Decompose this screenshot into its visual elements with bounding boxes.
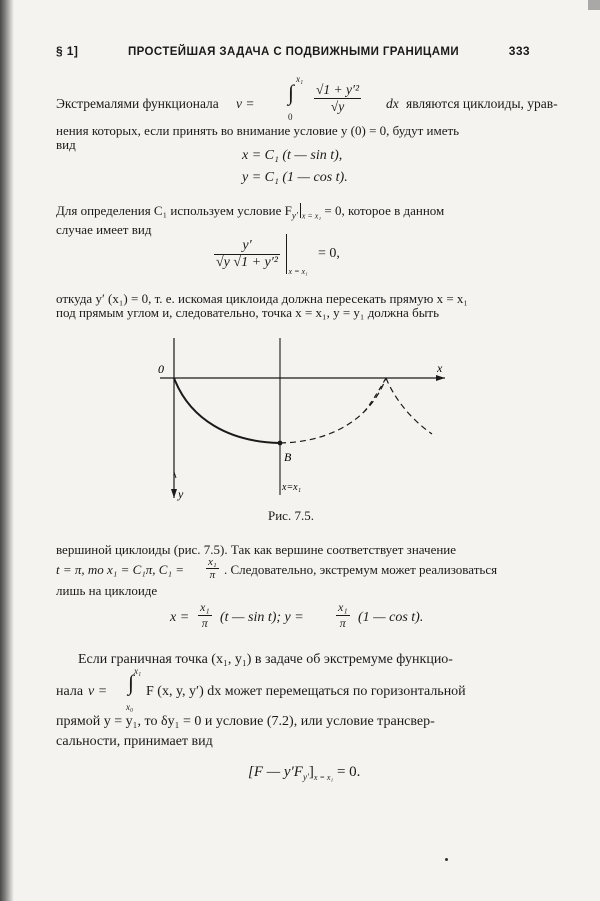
text-fragment: Экстремалями функционала (56, 96, 219, 111)
equation-horizontal-condition: [F — $y'F_{y'}]_{x = x_1} = 0$. (248, 764, 361, 782)
paragraph-line-3: вид (56, 137, 76, 152)
figure-cycloid (150, 330, 450, 505)
functional-v: v = (88, 684, 108, 699)
fraction-denominator: π (339, 616, 346, 630)
integral-upper-limit: x₁ (134, 666, 142, 676)
fraction-denominator: √y √1 + y′² (216, 254, 279, 270)
equation-x-text: x = C₁ (t — sin t), (242, 148, 343, 163)
paragraph-line-7: под прямым углом и, следовательно, точка x = x₁, y = y₁ должна быть (56, 305, 440, 320)
page-edge-shadow (0, 0, 14, 901)
paragraph-line-4 (56, 203, 536, 223)
cycloid-dashed-branch (364, 378, 386, 412)
text-fragment: F (x, y, y′) dx может перемещаться по горизонтальной (146, 684, 466, 699)
evaluation-bar-label: x = x₁ (288, 267, 308, 276)
x-axis-label: x (437, 361, 443, 375)
evaluation-label: x = x₁ (313, 773, 334, 782)
subscript: y′ (302, 772, 309, 782)
evaluation-bar-label: x = x₁ (301, 211, 322, 221)
origin-label: 0 (158, 362, 164, 376)
paragraph-line-14: сальности, принимает вид (56, 734, 213, 749)
header-title: ПРОСТЕЙШАЯ ЗАДАЧА С ПОДВИЖНЫМИ ГРАНИЦАМИ (127, 46, 460, 58)
text-fragment: x = (170, 610, 190, 625)
text-fragment: [F — y′F (248, 764, 303, 780)
text-fragment: нала (56, 684, 84, 699)
equation-fraction (214, 238, 280, 271)
paragraph-line-6: откуда y′ (x₁) = 0, т. е. искомая циклоида должна пересекать прямую x = x₁ (56, 291, 468, 306)
point-b-label: B (284, 450, 292, 464)
equation-rhs: = 0. (336, 764, 361, 780)
equation-rhs: = 0, (318, 246, 340, 262)
fraction-numerator: y′ (214, 238, 280, 255)
evaluation-bar (286, 234, 308, 276)
page-corner-mark (588, 0, 600, 10)
text-fragment: t = π, то x₁ = C₁π, C₁ = (56, 562, 185, 577)
cycloid-second-arch (386, 378, 432, 434)
text-fragment: Для определения C₁ используем условие F (56, 203, 292, 218)
equation-transversality (214, 234, 340, 280)
integral-sign: ∫ (288, 80, 295, 105)
y-axis-arrow (171, 489, 177, 498)
cycloid-dashed-continuation (280, 378, 386, 443)
integrand-denominator: √y (330, 99, 345, 114)
differential-dx: dx (386, 96, 399, 111)
line-x1-label: x=x₁ (282, 482, 302, 493)
fraction-numerator: x₁ (200, 600, 210, 614)
equation-y (242, 170, 348, 186)
fraction-1 (198, 600, 212, 631)
paragraph-line-13: прямой y = y₁, то δy₁ = 0 и условие (7.2), или условие трансвер- (56, 714, 435, 729)
paragraph-line-10: лишь на циклоиде (56, 583, 158, 598)
x-axis-arrow (436, 375, 445, 381)
fraction-numerator: x₁ (208, 556, 217, 568)
paragraph-line-2: нения которых, если принять во внимание условие y (0) = 0, будут иметь (56, 123, 460, 138)
integrand-numerator: √1 + y′² (316, 82, 360, 97)
paragraph-line-9 (56, 556, 536, 586)
fraction-2 (336, 600, 350, 631)
print-speck (445, 858, 448, 861)
fraction-denominator: π (201, 616, 208, 630)
point-b (278, 441, 283, 446)
text-fragment: . Следовательно, экстремум может реализоваться (224, 562, 498, 577)
paragraph-line-12 (56, 666, 536, 712)
section-number: § 1] (56, 44, 79, 58)
page-number: 333 (508, 44, 530, 58)
equation-cycloid-final (170, 600, 440, 634)
integral-sign: ∫ (128, 670, 135, 695)
running-header (56, 44, 530, 58)
paragraph-line-8: вершиной циклоиды (рис. 7.5). Так как вершине соответствует значение (56, 542, 457, 557)
fraction-numerator: x₁ (338, 600, 348, 614)
c1-fraction (206, 556, 219, 581)
equation-y-text: y = C₁ (1 — cos t). (242, 170, 348, 185)
y-axis-label: y (178, 487, 184, 501)
integral-lower-limit: 0 (288, 112, 293, 122)
equation-x (242, 148, 342, 164)
text-fragment: (1 — cos t). (358, 610, 424, 625)
fraction-denominator: π (209, 569, 216, 581)
functional-v: v = (236, 96, 255, 111)
integrand-fraction (314, 82, 361, 115)
paragraph-line-11: Если граничная точка (x₁, y₁) в задаче об экстремуме функцио- (78, 652, 453, 667)
text-fragment: являются циклоиды, урав- (406, 96, 558, 111)
cycloid-extremal-arc (174, 378, 280, 443)
paragraph-line-1 (56, 74, 558, 122)
subscript: y′ (291, 210, 298, 221)
text-fragment: (t — sin t); y = (220, 610, 304, 625)
text-fragment: = 0, которое в данном (324, 203, 445, 218)
figure-caption: Рис. 7.5. (268, 508, 314, 523)
integral-upper-limit: x₁ (296, 74, 304, 84)
paragraph-line-5: случае имеет вид (56, 222, 152, 237)
integral-lower-limit: x₀ (126, 702, 134, 712)
